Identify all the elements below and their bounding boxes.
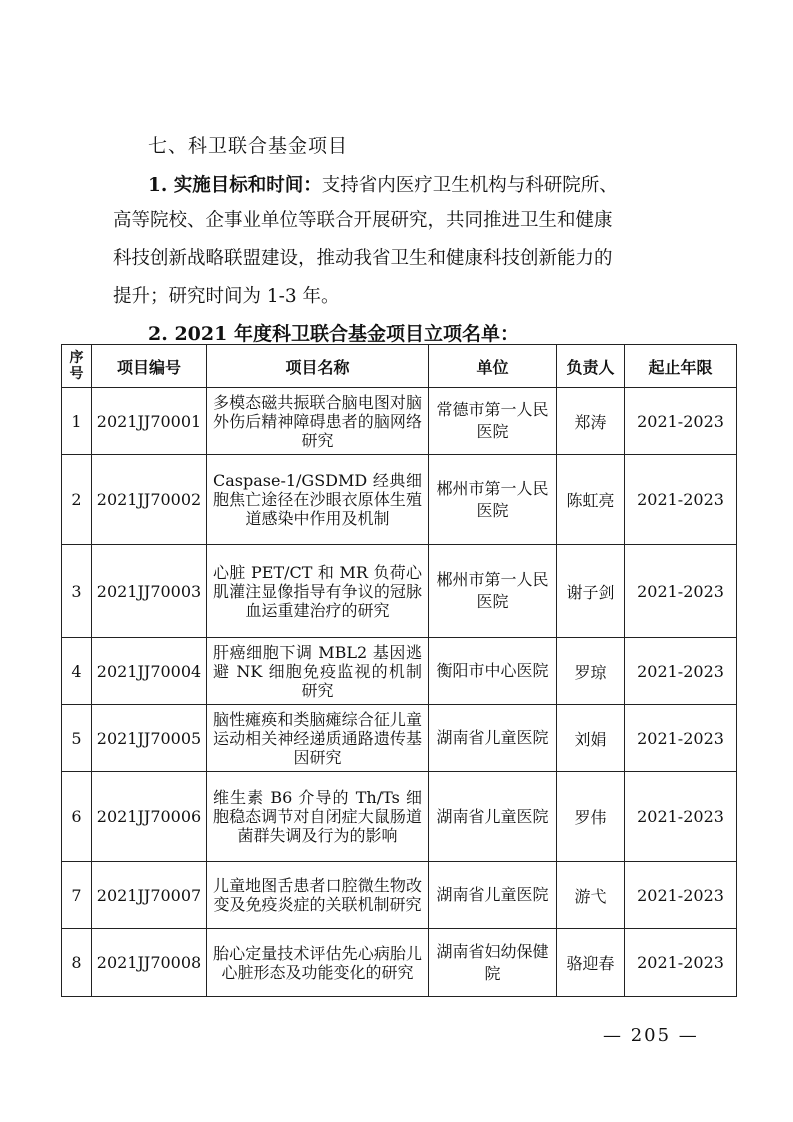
table-row <box>62 545 737 638</box>
item1-text-line1: 支持省内医疗卫生机构与科研院所、 <box>321 175 618 196</box>
cell-name: Caspase-1/GSDMD 经典细胞焦亡途径在沙眼衣原体生殖道感染中作用及机制 <box>207 455 429 545</box>
cell-name: 维生素 B6 介导的 Th/Ts 细胞稳态调节对自闭症大鼠肠道菌群失调及行为的影响 <box>207 772 429 862</box>
cell-period: 2021-2023 <box>625 929 737 997</box>
table-row <box>62 455 737 545</box>
cell-code: 2021JJ70007 <box>92 862 207 929</box>
cell-no: 3 <box>62 545 92 638</box>
table-row <box>62 638 737 705</box>
table-header-row <box>62 345 737 388</box>
header-no: 序号 <box>62 345 92 388</box>
table-row <box>62 929 737 997</box>
item1-line1 <box>148 171 618 197</box>
cell-name: 心脏 PET/CT 和 MR 负荷心肌灌注显像指导有争议的冠脉血运重建治疗的研究 <box>207 545 429 638</box>
cell-code: 2021JJ70001 <box>92 388 207 455</box>
header-code: 项目编号 <box>92 345 207 388</box>
cell-code: 2021JJ70004 <box>92 638 207 705</box>
cell-no: 5 <box>62 705 92 772</box>
cell-unit: 湖南省妇幼保健院 <box>429 929 557 997</box>
cell-leader: 谢子剑 <box>557 545 625 638</box>
cell-code: 2021JJ70008 <box>92 929 207 997</box>
table-row <box>62 388 737 455</box>
cell-period: 2021-2023 <box>625 388 737 455</box>
cell-leader: 郑涛 <box>557 388 625 455</box>
cell-unit: 湖南省儿童医院 <box>429 862 557 929</box>
item2-title: 2. 2021 年度科卫联合基金项目立项名单： <box>148 323 519 345</box>
table-row <box>62 772 737 862</box>
cell-no: 6 <box>62 772 92 862</box>
cell-leader: 骆迎春 <box>557 929 625 997</box>
cell-name: 脑性瘫痪和类脑瘫综合征儿童运动相关神经递质通路遗传基因研究 <box>207 705 429 772</box>
item1-text-line3: 科技创新战略联盟建设，推动我省卫生和健康科技创新能力的 <box>113 248 613 269</box>
cell-name: 多模态磁共振联合脑电图对脑外伤后精神障碍患者的脑网络研究 <box>207 388 429 455</box>
table-row <box>62 705 737 772</box>
header-period: 起止年限 <box>625 345 737 388</box>
cell-name: 肝癌细胞下调 MBL2 基因逃避 NK 细胞免疫监视的机制研究 <box>207 638 429 705</box>
cell-name: 胎心定量技术评估先心病胎儿心脏形态及功能变化的研究 <box>207 929 429 997</box>
header-name: 项目名称 <box>207 345 429 388</box>
cell-leader: 游弋 <box>557 862 625 929</box>
cell-code: 2021JJ70003 <box>92 545 207 638</box>
cell-leader: 陈虹亮 <box>557 455 625 545</box>
cell-unit: 郴州市第一人民医院 <box>429 455 557 545</box>
cell-no: 8 <box>62 929 92 997</box>
cell-no: 2 <box>62 455 92 545</box>
item1-text-line4: 提升；研究时间为 1-3 年。 <box>113 286 340 307</box>
header-leader: 负责人 <box>557 345 625 388</box>
project-table <box>61 344 737 997</box>
cell-leader: 罗琼 <box>557 638 625 705</box>
cell-unit: 湖南省儿童医院 <box>429 772 557 862</box>
cell-period: 2021-2023 <box>625 772 737 862</box>
item1-text-line2: 高等院校、企事业单位等联合开展研究，共同推进卫生和健康 <box>113 210 613 231</box>
item1-label: 1. 实施目标和时间： <box>148 175 322 196</box>
cell-no: 7 <box>62 862 92 929</box>
cell-leader: 刘娟 <box>557 705 625 772</box>
section-heading: 七、科卫联合基金项目 <box>148 135 349 157</box>
cell-period: 2021-2023 <box>625 545 737 638</box>
cell-period: 2021-2023 <box>625 455 737 545</box>
page-number: — 205 — <box>603 1025 699 1046</box>
table-row <box>62 862 737 929</box>
cell-period: 2021-2023 <box>625 862 737 929</box>
cell-no: 4 <box>62 638 92 705</box>
cell-unit: 湖南省儿童医院 <box>429 705 557 772</box>
cell-unit: 常德市第一人民医院 <box>429 388 557 455</box>
cell-unit: 郴州市第一人民医院 <box>429 545 557 638</box>
cell-period: 2021-2023 <box>625 705 737 772</box>
cell-code: 2021JJ70006 <box>92 772 207 862</box>
cell-code: 2021JJ70002 <box>92 455 207 545</box>
cell-period: 2021-2023 <box>625 638 737 705</box>
cell-unit: 衡阳市中心医院 <box>429 638 557 705</box>
cell-no: 1 <box>62 388 92 455</box>
cell-code: 2021JJ70005 <box>92 705 207 772</box>
cell-leader: 罗伟 <box>557 772 625 862</box>
header-unit: 单位 <box>429 345 557 388</box>
cell-name: 儿童地图舌患者口腔微生物改变及免疫炎症的关联机制研究 <box>207 862 429 929</box>
